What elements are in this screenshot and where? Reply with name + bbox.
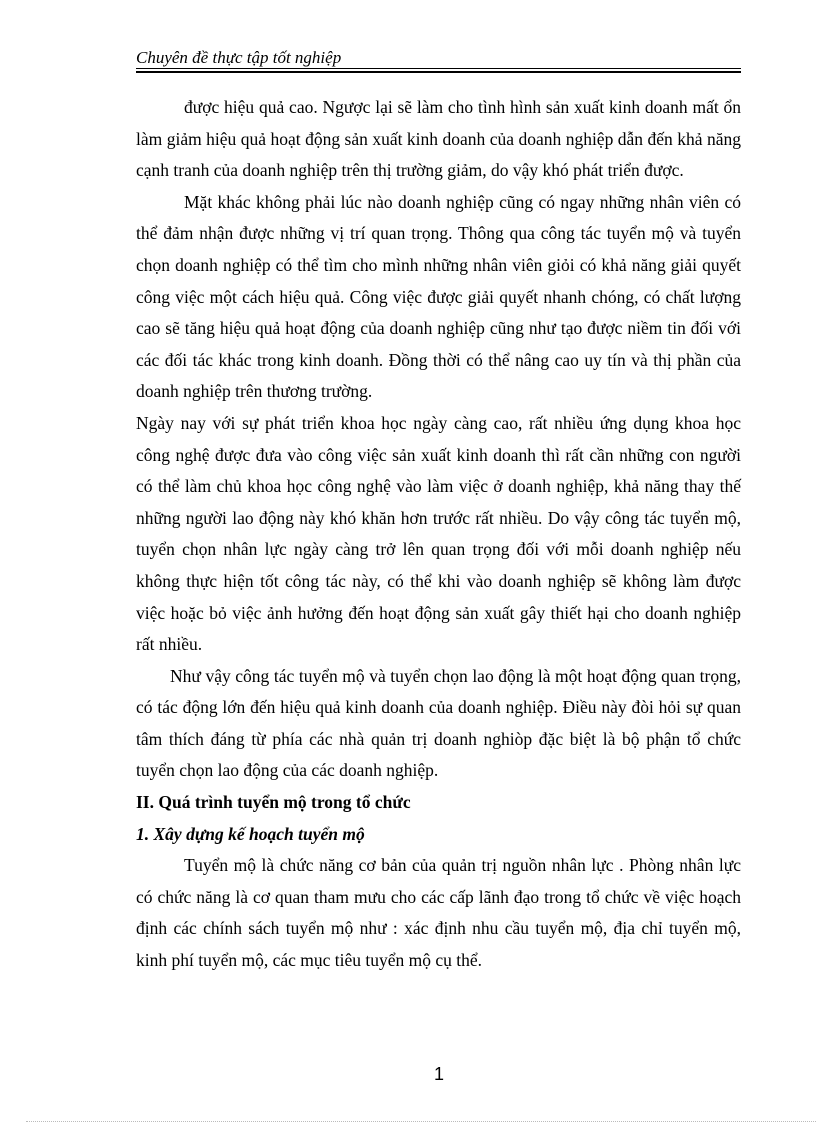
header-rule-thick <box>136 71 741 73</box>
paragraph: Mặt khác không phải lúc nào doanh nghiệp cũng có ngay những nhân viên có thể đảm nhận được những vị trí quan trọng. Thông qua công tác tuyển mộ và tuyển chọn doanh nghiệp có thể tìm cho mình những nhân viên giỏi có khả năng giải quyết công việc một cách hiệu quả. Công việc được giải quyết nhanh chóng, có chất lượng cao sẽ tăng hiệu quả hoạt động của doanh nghiệp cũng như tạo được niềm tin đối với các đối tác khác trong kinh doanh. Đồng thời có thể nâng cao uy tín và thị phần của doanh nghiệp trên thương trường. <box>136 191 741 402</box>
section-heading: II. Quá trình tuyển mộ trong tổ chức <box>136 792 411 813</box>
document-body <box>136 92 741 977</box>
paragraph: được hiệu quả cao. Ngược lại sẽ làm cho tình hình sản xuất kinh doanh mất ổn làm giảm hiệu quả hoạt động sản xuất kinh doanh của doanh nghiệp dẫn đến khả năng cạnh tranh của doanh nghiệp trên thị trường giảm, do vậy khó phát triển được. <box>136 97 741 181</box>
running-header: Chuyên đề thực tập tốt nghiệp <box>136 48 342 67</box>
subsection-heading: 1. Xây dựng kế hoạch tuyển mộ <box>136 823 365 844</box>
paragraph: Ngày nay với sự phát triển khoa học ngày càng cao, rất nhiều ứng dụng khoa học công nghệ được đưa vào công việc sản xuất kinh doanh thì rất cần những con người có thể làm chủ khoa học công nghệ vào làm việc ở doanh nghiệp, khả năng thay thế những người lao động này khó khăn hơn trước rất nhiều. Do vậy công tác tuyển mộ, tuyển chọn nhân lực ngày càng trở lên quan trọng đối với mỗi doanh nghiệp nếu không thực hiện tốt công tác này, có thể khi vào doanh nghiệp sẽ không làm được việc hoặc bỏ việc ảnh hưởng đến hoạt động sản xuất gây thiết hại cho doanh nghiệp rất nhiều. <box>136 412 741 655</box>
paragraph: Như vậy công tác tuyển mộ và tuyển chọn lao động là một hoạt động quan trọng, có tác động lớn đến hiệu quả kinh doanh của doanh nghiệp. Điều này đòi hỏi sự quan tâm thích đáng từ phía các nhà quản trị doanh nghiòp đặc biệt là bộ phận tổ chức tuyển chọn lao động của các doanh nghiệp. <box>136 665 741 781</box>
page-bottom-border <box>26 1121 816 1122</box>
header-rule <box>136 68 741 69</box>
paragraph: Tuyển mộ là chức năng cơ bản của quản trị nguồn nhân lực . Phòng nhân lực có chức năng là cơ quan tham mưu cho các cấp lãnh đạo trong tổ chức về việc hoạch định các chính sách tuyển mộ như : xác định nhu cầu tuyển mộ, địa chỉ tuyển mộ, kinh phí tuyển mộ, các mục tiêu tuyển mộ cụ thể. <box>136 855 741 971</box>
page-number: 1 <box>433 1064 444 1084</box>
